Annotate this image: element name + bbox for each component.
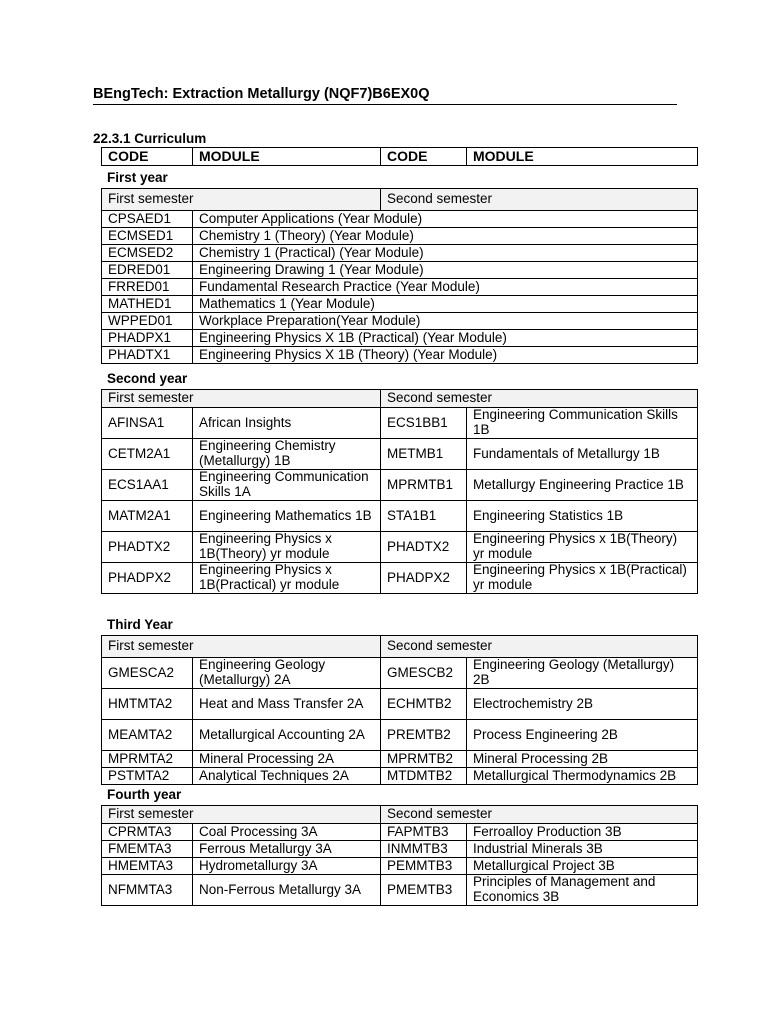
table-row (102, 875, 698, 906)
module-name: Fundamentals of Metallurgy 1B (467, 439, 698, 470)
table-row (102, 563, 698, 594)
module-code: MTDMTB2 (381, 768, 467, 785)
table-row (102, 330, 698, 347)
module-name: Heat and Mass Transfer 2A (193, 689, 381, 720)
header-module: MODULE (193, 148, 381, 166)
module-code: GMESCB2 (381, 658, 467, 689)
table-row (102, 751, 698, 768)
table-row (102, 228, 698, 245)
module-name: Metallurgical Project 3B (467, 858, 698, 875)
module-name: Principles of Management and Economics 3B (467, 875, 698, 906)
module-name: Metallurgical Accounting 2A (193, 720, 381, 751)
semester-row (102, 390, 698, 408)
module-name: Hydrometallurgy 3A (193, 858, 381, 875)
module-name: Chemistry 1 (Practical) (Year Module) (193, 245, 698, 262)
module-code: MPRMTB2 (381, 751, 467, 768)
module-name: Engineering Physics X 1B (Theory) (Year Module) (193, 347, 698, 364)
module-name: Electrochemistry 2B (467, 689, 698, 720)
module-code: METMB1 (381, 439, 467, 470)
module-code: PHADTX1 (102, 347, 193, 364)
table-row (102, 858, 698, 875)
second-semester-label: Second semester (381, 189, 698, 211)
fourth-year-table (101, 805, 698, 906)
second-year-label: Second year (107, 371, 188, 386)
module-name: Engineering Physics x 1B(Practical) yr module (193, 563, 381, 594)
table-row (102, 439, 698, 470)
module-code: PSTMTA2 (102, 768, 193, 785)
document-title: BEngTech: Extraction Metallurgy (NQF7)B6EX0Q (93, 86, 677, 105)
module-code: PMEMTB3 (381, 875, 467, 906)
module-code: HMTMTA2 (102, 689, 193, 720)
module-name: Metallurgy Engineering Practice 1B (467, 470, 698, 501)
module-code: AFINSA1 (102, 408, 193, 439)
table-row (102, 841, 698, 858)
module-code: WPPED01 (102, 313, 193, 330)
module-code: CETM2A1 (102, 439, 193, 470)
semester-row (102, 189, 698, 211)
table-row (102, 768, 698, 785)
module-code: MEAMTA2 (102, 720, 193, 751)
module-name: African Insights (193, 408, 381, 439)
module-name: Process Engineering 2B (467, 720, 698, 751)
module-name: Chemistry 1 (Theory) (Year Module) (193, 228, 698, 245)
module-name: Engineering Mathematics 1B (193, 501, 381, 532)
module-name: Engineering Chemistry (Metallurgy) 1B (193, 439, 381, 470)
semester-row (102, 636, 698, 658)
module-code: EDRED01 (102, 262, 193, 279)
table-row (102, 470, 698, 501)
module-name: Engineering Physics X 1B (Practical) (Year Module) (193, 330, 698, 347)
second-semester-label: Second semester (381, 806, 698, 824)
table-row (102, 720, 698, 751)
module-code: HMEMTA3 (102, 858, 193, 875)
module-code: CPSAED1 (102, 211, 193, 228)
module-code: MATM2A1 (102, 501, 193, 532)
module-code: PHADTX2 (102, 532, 193, 563)
module-code: FMEMTA3 (102, 841, 193, 858)
semester-row (102, 806, 698, 824)
module-name: Fundamental Research Practice (Year Module) (193, 279, 698, 296)
third-year-label: Third Year (107, 617, 173, 632)
module-code: FRRED01 (102, 279, 193, 296)
table-row (102, 296, 698, 313)
module-name: Engineering Statistics 1B (467, 501, 698, 532)
module-name: Coal Processing 3A (193, 824, 381, 841)
module-name: Analytical Techniques 2A (193, 768, 381, 785)
module-name: Engineering Communication Skills 1A (193, 470, 381, 501)
table-row (102, 245, 698, 262)
first-semester-label: First semester (102, 390, 381, 408)
module-code: ECS1AA1 (102, 470, 193, 501)
module-name: Non-Ferrous Metallurgy 3A (193, 875, 381, 906)
second-semester-label: Second semester (381, 636, 698, 658)
module-code: NFMMTA3 (102, 875, 193, 906)
module-code: GMESCA2 (102, 658, 193, 689)
header-code: CODE (102, 148, 193, 166)
curriculum-header-table (101, 147, 698, 166)
module-name: Metallurgical Thermodynamics 2B (467, 768, 698, 785)
module-code: PREMTB2 (381, 720, 467, 751)
module-code: PHADPX2 (102, 563, 193, 594)
header-module-2: MODULE (467, 148, 698, 166)
module-code: MATHED1 (102, 296, 193, 313)
module-name: Mineral Processing 2A (193, 751, 381, 768)
header-code-2: CODE (381, 148, 467, 166)
module-code: INMMTB3 (381, 841, 467, 858)
module-code: ECHMTB2 (381, 689, 467, 720)
module-name: Ferrous Metallurgy 3A (193, 841, 381, 858)
first-year-table (101, 188, 698, 364)
fourth-year-label: Fourth year (107, 787, 182, 802)
module-name: Engineering Drawing 1 (Year Module) (193, 262, 698, 279)
first-semester-label: First semester (102, 636, 381, 658)
module-code: STA1B1 (381, 501, 467, 532)
module-code: ECMSED2 (102, 245, 193, 262)
table-row (102, 279, 698, 296)
table-row (102, 347, 698, 364)
module-name: Engineering Physics x 1B(Theory) yr module (193, 532, 381, 563)
table-row (102, 824, 698, 841)
table-row (102, 313, 698, 330)
module-name: Engineering Physics x 1B(Theory) yr module (467, 532, 698, 563)
module-code: MPRMTA2 (102, 751, 193, 768)
module-code: MPRMTB1 (381, 470, 467, 501)
module-name: Workplace Preparation(Year Module) (193, 313, 698, 330)
table-row (102, 262, 698, 279)
table-row (102, 408, 698, 439)
module-name: Engineering Physics x 1B(Practical) yr module (467, 563, 698, 594)
module-name: Computer Applications (Year Module) (193, 211, 698, 228)
first-semester-label: First semester (102, 806, 381, 824)
module-code: FAPMTB3 (381, 824, 467, 841)
module-code: PHADTX2 (381, 532, 467, 563)
module-code: CPRMTA3 (102, 824, 193, 841)
first-year-label: First year (107, 170, 168, 185)
module-name: Mineral Processing 2B (467, 751, 698, 768)
second-semester-label: Second semester (381, 390, 698, 408)
module-name: Engineering Geology (Metallurgy) 2B (467, 658, 698, 689)
module-code: ECS1BB1 (381, 408, 467, 439)
module-name: Engineering Communication Skills 1B (467, 408, 698, 439)
module-code: PHADPX1 (102, 330, 193, 347)
module-name: Ferroalloy Production 3B (467, 824, 698, 841)
header-row (102, 148, 698, 166)
table-row (102, 658, 698, 689)
module-code: ECMSED1 (102, 228, 193, 245)
module-name: Engineering Geology (Metallurgy) 2A (193, 658, 381, 689)
table-row (102, 689, 698, 720)
first-semester-label: First semester (102, 189, 381, 211)
table-row (102, 211, 698, 228)
module-name: Industrial Minerals 3B (467, 841, 698, 858)
module-code: PHADPX2 (381, 563, 467, 594)
second-year-table (101, 389, 698, 594)
third-year-table (101, 635, 698, 785)
section-heading: 22.3.1 Curriculum (93, 131, 207, 146)
table-row (102, 532, 698, 563)
table-row (102, 501, 698, 532)
module-name: Mathematics 1 (Year Module) (193, 296, 698, 313)
module-code: PEMMTB3 (381, 858, 467, 875)
